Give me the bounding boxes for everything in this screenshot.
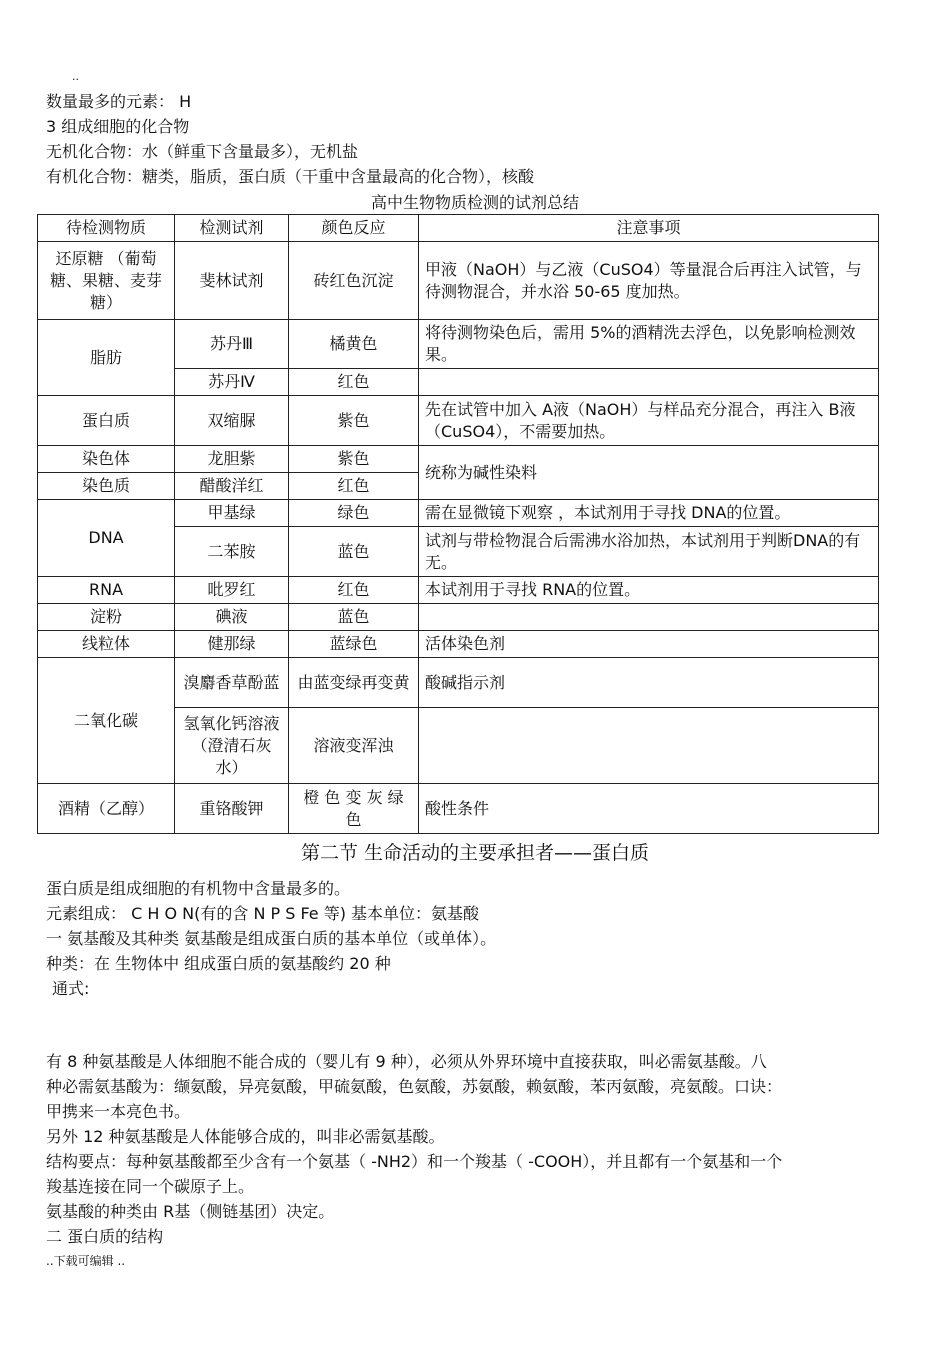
table-cell: 氢氧化钙溶液（澄清石灰水） [175, 708, 289, 784]
intro-line-1: 数量最多的元素： H [46, 92, 192, 111]
table-cell: 紫色 [289, 446, 419, 473]
table-cell: 溴麝香草酚蓝 [175, 658, 289, 708]
table-cell: 淀粉 [38, 604, 175, 631]
table-cell: 本试剂用于寻找 RNA的位置。 [419, 577, 879, 604]
section-title: 第二节 生命活动的主要承担者——蛋白质 [300, 842, 650, 864]
table-cell: 绿色 [289, 500, 419, 527]
table-cell: 红色 [289, 369, 419, 396]
table-cell: RNA [38, 577, 175, 604]
body-line-13: 二 蛋白质的结构 [46, 1227, 164, 1246]
body-line-3: 一 氨基酸及其种类 氨基酸是组成蛋白质的基本单位（或单体）。 [46, 929, 497, 948]
table-header: 待检测物质 [38, 215, 175, 242]
table-cell: 醋酸洋红 [175, 473, 289, 500]
table-cell: 碘液 [175, 604, 289, 631]
table-cell: 砖红色沉淀 [289, 242, 419, 320]
table-cell: 还原糖 （葡萄糖、果糖、麦芽糖） [38, 242, 175, 320]
table-row [38, 446, 879, 473]
reagent-table [37, 214, 879, 834]
table-header: 检测试剂 [175, 215, 289, 242]
table-cell: 甲液（NaOH）与乙液（CuSO4）等量混合后再注入试管，与待测物混合，并水浴 50-65 度加热。 [419, 242, 879, 320]
table-header-row [38, 215, 879, 242]
intro-line-4: 有机化合物：糖类，脂质，蛋白质（干重中含量最高的化合物），核酸 [46, 167, 535, 186]
table-cell: 染色质 [38, 473, 175, 500]
body-line-2: 元素组成： C H O N(有的含 N P S Fe 等) 基本单位：氨基酸 [46, 904, 480, 923]
table-cell: 活体染色剂 [419, 631, 879, 658]
table-cell: 橙 色 变 灰 绿 色 [289, 784, 419, 834]
table-cell: 苏丹Ⅲ [175, 320, 289, 369]
table-cell: 双缩脲 [175, 396, 289, 446]
table-row [38, 242, 879, 320]
table-cell: 线粒体 [38, 631, 175, 658]
table-header: 注意事项 [419, 215, 879, 242]
table-cell: 蓝绿色 [289, 631, 419, 658]
table-cell: 溶液变浑浊 [289, 708, 419, 784]
table-cell: 将待测物染色后，需用 5%的酒精洗去浮色，以免影响检测效果。 [419, 320, 879, 369]
body-line-10: 结构要点：每种氨基酸都至少含有一个氨基（ -NH2）和一个羧基（ -COOH），并且都有一个氨基和一个 [46, 1152, 783, 1171]
table-cell: DNA [38, 500, 175, 577]
body-line-4: 种类：在 生物体中 组成蛋白质的氨基酸约 20 种 [46, 954, 391, 973]
intro-line-3: 无机化合物：水（鲜重下含量最多），无机盐 [46, 142, 359, 161]
table-header: 颜色反应 [289, 215, 419, 242]
table-row [38, 320, 879, 369]
table-cell [419, 708, 879, 784]
table-cell: 先在试管中加入 A液（NaOH）与样品充分混合，再注入 B液（CuSO4），不需要加热。 [419, 396, 879, 446]
intro-line-2: 3 组成细胞的化合物 [46, 117, 190, 136]
table-cell [419, 369, 879, 396]
table-cell: 重铬酸钾 [175, 784, 289, 834]
table-cell: 酒精（乙醇） [38, 784, 175, 834]
table-cell: 由蓝变绿再变黄 [289, 658, 419, 708]
table-cell: 脂肪 [38, 320, 175, 396]
table-cell: 二氧化碳 [38, 658, 175, 784]
table-cell: 染色体 [38, 446, 175, 473]
table-row [38, 396, 879, 446]
table-cell: 龙胆紫 [175, 446, 289, 473]
table-row [38, 631, 879, 658]
body-line-11: 羧基连接在同一个碳原子上。 [46, 1177, 255, 1196]
table-cell: 苏丹Ⅳ [175, 369, 289, 396]
table-cell: 橘黄色 [289, 320, 419, 369]
body-line-1: 蛋白质是组成细胞的有机物中含量最多的。 [46, 879, 351, 898]
formula-label: 通式: [52, 979, 90, 998]
footer-note: ..下载可编辑 .. [46, 1254, 126, 1268]
table-cell: 吡罗红 [175, 577, 289, 604]
table-row [38, 784, 879, 834]
table-cell: 二苯胺 [175, 527, 289, 577]
body-line-12: 氨基酸的种类由 R基（侧链基团）决定。 [46, 1202, 335, 1221]
table-cell: 酸性条件 [419, 784, 879, 834]
table-row [38, 500, 879, 527]
table-cell: 蓝色 [289, 604, 419, 631]
table-cell: 试剂与带检物混合后需沸水浴加热，本试剂用于判断DNA的有无。 [419, 527, 879, 577]
body-line-9: 另外 12 种氨基酸是人体能够合成的，叫非必需氨基酸。 [46, 1127, 445, 1146]
table-cell: 统称为碱性染料 [419, 446, 879, 500]
body-line-6: 有 8 种氨基酸是人体细胞不能合成的（婴儿有 9 种），必须从外界环境中直接获取，叫必需氨基酸。八 [46, 1052, 767, 1071]
table-cell [419, 604, 879, 631]
table-row [38, 577, 879, 604]
table-cell: 红色 [289, 577, 419, 604]
body-line-7: 种必需氨基酸为：缬氨酸，异亮氨酸，甲硫氨酸，色氨酸，苏氨酸，赖氨酸，苯丙氨酸，亮氨酸。口诀： [46, 1077, 783, 1096]
table-cell: 酸碱指示剂 [419, 658, 879, 708]
table-cell: 斐林试剂 [175, 242, 289, 320]
table-cell: 蓝色 [289, 527, 419, 577]
table-cell: 甲基绿 [175, 500, 289, 527]
body-line-8: 甲携来一本亮色书。 [46, 1102, 191, 1121]
table-cell: 蛋白质 [38, 396, 175, 446]
table-row [38, 658, 879, 708]
table-row [38, 604, 879, 631]
table-cell: 红色 [289, 473, 419, 500]
table-cell: 健那绿 [175, 631, 289, 658]
table-cell: 紫色 [289, 396, 419, 446]
table-caption: 高中生物物质检测的试剂总结 [370, 193, 579, 212]
top-marker: .. [72, 70, 79, 83]
table-cell: 需在显微镜下观察 ，本试剂用于寻找 DNA的位置。 [419, 500, 879, 527]
